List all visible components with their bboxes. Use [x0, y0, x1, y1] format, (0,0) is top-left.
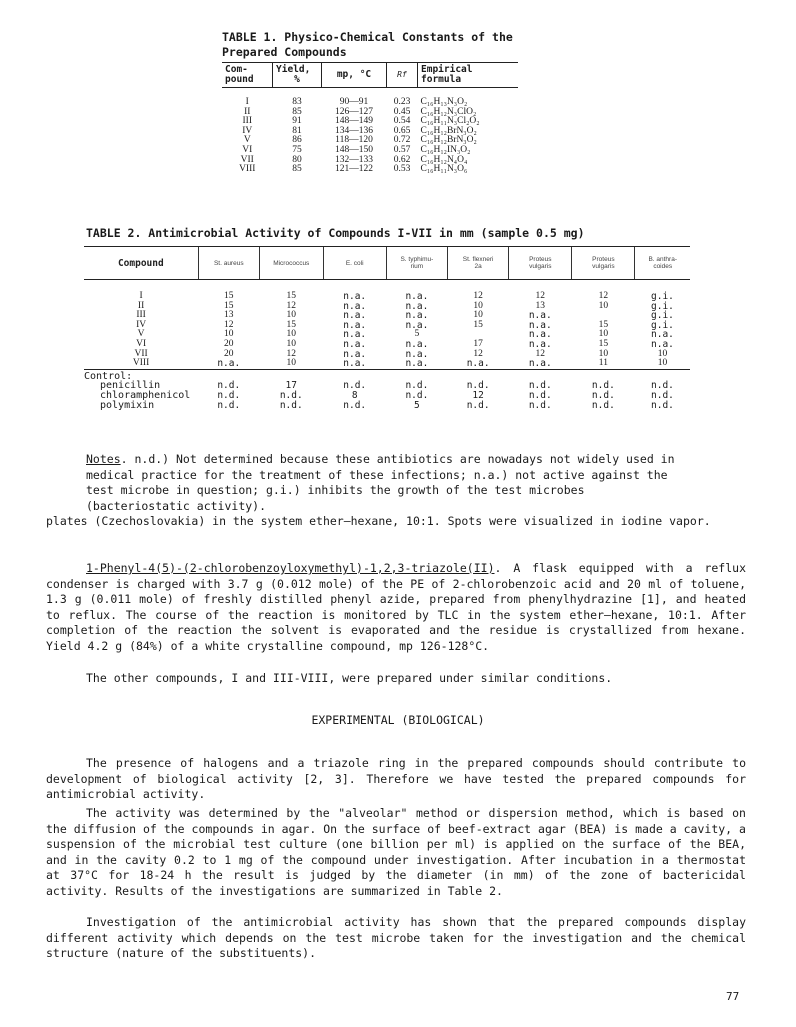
table2-cell: n.d. — [591, 380, 615, 392]
table2-header-s-typhimurium: S. typhimu- rium — [386, 247, 447, 280]
table2-cell: n.a. — [651, 329, 674, 341]
table2-cell: 12 — [286, 348, 296, 359]
table2-cell: g.i. — [651, 300, 674, 312]
table1-cell: I — [245, 97, 249, 107]
table2-cell: n.d. — [343, 399, 367, 411]
table1-cell: IV — [242, 125, 253, 136]
table2-cell: n.a. — [217, 358, 241, 370]
table1-cell: C₁₆H₁₂BrN₃O₂ — [420, 125, 477, 136]
table2-compound-cell: I — [139, 291, 143, 301]
paragraph-method: The activity was determined by the "alveolar" method or dispersion method, which is based on the diffusion of the compounds in agar. On the surface of beef-extract agar (BEA) is made a cavity, a suspension of the microbial test culture (one billion per ml) is applied on the surface of the BEA, and in the cavity 0.2 to 1 mg of the compound under investigation. After incubation in a thermostat at 37°C for 18-24 h the result is judged by the diameter (in mm) of the zone of bactericidal activity. Results of the investigations are summarized in Table 2. — [46, 806, 746, 898]
synthesis-text: . A flask equipped with a reflux condenser is charged with 3.7 g (0.012 mole) of the PE of 2-chlorobenzoic acid and 20 ml of toluene, 1.3 g (0.011 mole) of freshly distilled phenyl azide, prepared from phenylhydrazine [1], and heated to reflux. The course of the reaction is monitored by TLC in the system ether—hexane, 10:1. After completion of the reaction the solvent is evaporated and the residue is crystallized from hexane. Yield 4.2 g (84%) of a white crystalline compound, mp 126-128°C. — [46, 561, 746, 653]
table2-cell: n.d. — [217, 399, 241, 411]
table2-cell: n.d. — [405, 380, 429, 392]
table1-cell: 134—136 — [335, 125, 373, 136]
table1-title-line2: Prepared Compounds — [222, 45, 347, 59]
table1 — [222, 62, 518, 175]
table2-cell: 17 — [285, 380, 297, 392]
table1-cell: 90—91 — [339, 97, 369, 107]
page-number: 77 — [726, 990, 740, 1003]
table2-cell: 10 — [657, 358, 668, 369]
table2-cell: n.a. — [343, 329, 367, 341]
table2-cell: n.d. — [217, 389, 241, 401]
table1-cell: C₁₆H₁₁N₃O₆ — [420, 164, 468, 175]
table2-cell: 12 — [472, 389, 484, 401]
table1-cell: C₁₆H₁₂BrN₃O₂ — [420, 135, 477, 146]
table2-cell: 12 — [535, 348, 546, 359]
table2-cell: n.d. — [343, 380, 367, 392]
table1-cell: 126—127 — [335, 106, 373, 117]
table2-cell: n.d. — [591, 389, 615, 401]
table2 — [84, 246, 690, 410]
table2-cell: 15 — [286, 319, 296, 330]
table2-control-name: polymixin — [100, 399, 155, 411]
section-heading-biological: EXPERIMENTAL (BIOLOGICAL) — [311, 713, 485, 727]
compound-ii-title: 1-Phenyl-4(5)-(2-chlorobenzoyloxymethyl)-1,2,3-triazole(II) — [86, 561, 495, 575]
table2-cell: 5 — [414, 399, 420, 411]
table2-cell: n.a. — [405, 338, 429, 350]
table2-cell: 13 — [224, 310, 234, 321]
table2-cell: 10 — [473, 300, 483, 311]
table2-cell: n.a. — [343, 319, 367, 331]
table2-cell: n.a. — [528, 338, 552, 350]
table1-cell: 0.45 — [393, 106, 411, 117]
table2-cell: n.a. — [528, 358, 552, 370]
table2-cell: 15 — [598, 319, 609, 330]
table1-header-compound: Com- pound — [222, 63, 273, 88]
table1-cell: 85 — [292, 106, 302, 117]
table2-cell: n.d. — [651, 389, 674, 401]
table2-cell: 10 — [598, 329, 609, 340]
table2-cell: n.d. — [651, 380, 674, 392]
table1-cell: 0.65 — [393, 125, 411, 136]
table1-title-line1: TABLE 1. Physico-Chemical Constants of the — [222, 30, 513, 44]
table2-cell: n.a. — [528, 310, 552, 322]
table2-header-st-aureus: St. aureus — [198, 247, 259, 280]
table2-row — [84, 280, 690, 302]
table2-cell: n.d. — [405, 389, 429, 401]
table1-cell: 0.62 — [393, 154, 411, 165]
table1-cell: 80 — [292, 154, 302, 165]
table2-cell: n.d. — [279, 389, 303, 401]
table2-cell: 11 — [598, 358, 608, 369]
table2-header-compound: Compound — [84, 247, 198, 280]
table1-cell: VII — [240, 154, 254, 165]
table2-cell: n.d. — [528, 399, 552, 411]
notes-label: Notes — [86, 452, 121, 466]
table1-cell: 0.23 — [393, 97, 411, 107]
paragraph-tlc-plates: plates (Czechoslovakia) in the system ether—hexane, 10:1. Spots were visualized in iodine vapor. — [46, 514, 711, 528]
table1-cell: V — [243, 135, 251, 146]
table2-cell: n.a. — [343, 291, 367, 302]
table2-cell: n.d. — [279, 399, 303, 411]
table1-cell: 85 — [292, 164, 302, 175]
table2-header-st-flexneri: St. flexneri 2a — [448, 247, 509, 280]
table2-row — [84, 359, 690, 369]
table1-header-row — [222, 63, 518, 88]
table2-cell: 12 — [598, 291, 609, 301]
table1-header-mp: mp, °C — [322, 63, 387, 88]
table2-header-proteus-vulgaris-1: Proteus vulgaris — [509, 247, 572, 280]
table2-cell: 20 — [224, 348, 234, 359]
table2-cell: n.a. — [405, 319, 429, 331]
table2-cell: g.i. — [651, 319, 674, 331]
table2-cell: n.d. — [528, 380, 552, 392]
table1-header-formula: Empirical formula — [418, 63, 519, 88]
table1-cell: 81 — [292, 125, 302, 136]
table2-cell: g.i. — [651, 310, 674, 322]
table2-cell: n.a. — [405, 358, 429, 370]
table2-cell: g.i. — [651, 291, 674, 302]
table2-compound-cell: VII — [134, 348, 148, 359]
table2-header-b-anthracoides: B. anthra- coides — [635, 247, 690, 280]
paragraph-conclusion: Investigation of the antimicrobial activity has shown that the prepared compounds display different activity which depends on the test microbe taken for the investigation and the chemical structure (nature of the substituents). — [46, 915, 746, 960]
table2-cell: 10 — [224, 329, 234, 340]
table2-cell: 10 — [286, 358, 296, 369]
table2-cell: 8 — [351, 389, 358, 401]
table2-compound-cell: III — [136, 310, 146, 321]
table2-cell: 12 — [535, 291, 546, 301]
table2-cell: 10 — [286, 310, 296, 321]
table2-cell: 10 — [657, 348, 668, 359]
table2-header-micrococcus: Micrococcus — [259, 247, 323, 280]
table2-cell: 12 — [473, 348, 483, 359]
table2-control-row — [84, 401, 690, 411]
table2-cell: 10 — [473, 310, 483, 321]
notes-text: . n.d.) Not determined because these antibiotics are nowadays not widely used in medical practice for the treatment of these infections; n.a.) not active against the test microbe in question; g.i.) inhibits the growth of the test microbes (bacteriostatic activity). — [86, 452, 675, 513]
table2-cell: n.a. — [343, 310, 367, 322]
table2-compound-cell: IV — [136, 319, 147, 330]
table2-body — [84, 280, 690, 411]
paragraph-other-compounds: The other compounds, I and III-VIII, were prepared under similar conditions. — [86, 671, 613, 685]
table2-cell: n.a. — [528, 319, 552, 331]
table2-cell: 12 — [224, 319, 234, 330]
table1-cell: 118—120 — [335, 135, 373, 146]
table2-cell: 15 — [473, 319, 483, 330]
table1-cell: 91 — [292, 116, 302, 127]
table2-cell: n.a. — [343, 358, 367, 370]
table1-cell: 121—122 — [335, 164, 373, 175]
paragraph-synthesis — [46, 561, 746, 654]
table2-compound-cell: VIII — [132, 358, 150, 369]
table1-cell: 86 — [292, 135, 302, 146]
table2-compound-cell: II — [137, 300, 145, 311]
table2-cell: n.d. — [651, 399, 674, 411]
paragraph-halogens: The presence of halogens and a triazole ring in the prepared compounds should contribute to development of biological activity [2, 3]. Therefore we have tested the prepared compounds for antimicrobial activity. — [46, 756, 746, 801]
table2-compound-cell: V — [137, 329, 145, 340]
table2-cell: 13 — [535, 300, 546, 311]
table2-header-proteus-vulgaris-2: Proteus vulgaris — [572, 247, 635, 280]
table1-cell: 83 — [292, 97, 302, 107]
table1-cell: 148—150 — [335, 144, 373, 155]
table1-cell: 0.53 — [393, 164, 411, 175]
table2-cell: n.a. — [343, 338, 367, 350]
table1-body — [222, 88, 518, 175]
table1-cell: 75 — [292, 144, 302, 155]
table1-row — [222, 165, 518, 175]
table2-cell: 12 — [286, 300, 296, 311]
table2-notes — [86, 452, 686, 514]
table1-row — [222, 88, 518, 108]
table1-cell: VI — [242, 144, 253, 155]
table2-title: TABLE 2. Antimicrobial Activity of Compounds I-VII in mm (sample 0.5 mg) — [86, 226, 585, 240]
table1-cell: 148—149 — [335, 116, 373, 127]
table2-header-row — [84, 247, 690, 280]
table1-header-yield: Yield, % — [273, 63, 322, 88]
table1-cell: II — [244, 106, 251, 117]
table2-cell: n.a. — [528, 329, 552, 341]
table1-title — [222, 30, 513, 60]
table1-header-rf: Rf — [387, 63, 418, 88]
table1-cell: 0.54 — [393, 116, 411, 127]
table2-cell: 5 — [414, 329, 420, 340]
table2-cell: n.d. — [528, 389, 552, 401]
table2-cell: 10 — [286, 329, 296, 340]
table2-cell: 10 — [598, 300, 609, 311]
table2-cell: n.a. — [405, 348, 429, 360]
table2-row — [84, 302, 690, 312]
table1-cell: 0.57 — [393, 144, 411, 155]
table2-cell: 15 — [598, 338, 609, 349]
table2-cell: n.d. — [466, 380, 490, 392]
table2-cell: 15 — [286, 291, 296, 301]
table2-cell: 10 — [286, 338, 296, 349]
table2-cell: n.d. — [591, 399, 615, 411]
table2-cell: n.d. — [217, 380, 241, 392]
table2-cell: 20 — [224, 338, 234, 349]
table2-cell: n.a. — [466, 358, 490, 370]
table2-cell: n.a. — [405, 291, 429, 302]
table2-control-name: penicillin — [100, 380, 161, 392]
table1-cell: III — [242, 116, 252, 127]
table2-cell: 15 — [224, 300, 234, 311]
table2-cell: n.d. — [466, 399, 490, 411]
table1-cell: C₁₆H₁₂N₃ClO₂ — [420, 106, 477, 117]
table2-cell: 17 — [473, 338, 483, 349]
table2-cell: 15 — [224, 291, 234, 301]
table2-cell: n.a. — [405, 310, 429, 322]
table2-cell: n.a. — [343, 300, 367, 312]
table1-cell: VIII — [239, 164, 256, 175]
table2-control-label: Control: — [84, 369, 690, 381]
table2-cell: n.a. — [405, 300, 429, 312]
table1-cell: C₁₆H₁₁N₃Cl₂O₂ — [420, 116, 480, 127]
table2-cell: n.a. — [651, 338, 674, 350]
table2-cell: 12 — [473, 291, 483, 301]
table1-cell: 0.72 — [393, 135, 411, 146]
table2-cell: 10 — [598, 348, 609, 359]
table2-control-name: chloramphenicol — [100, 389, 191, 401]
table1-cell: C₁₆H₁₂N₄O₄ — [420, 154, 468, 165]
table2-compound-cell: VI — [136, 338, 147, 349]
table1-cell: 132—133 — [335, 154, 373, 165]
table1-cell: C₁₆H₁₃N₃O₂ — [420, 97, 468, 107]
table2-header-e-coli: E. coli — [323, 247, 386, 280]
table2-cell: n.a. — [343, 348, 367, 360]
table1-cell: C₁₆H₁₂IN₃O₂ — [420, 144, 471, 155]
